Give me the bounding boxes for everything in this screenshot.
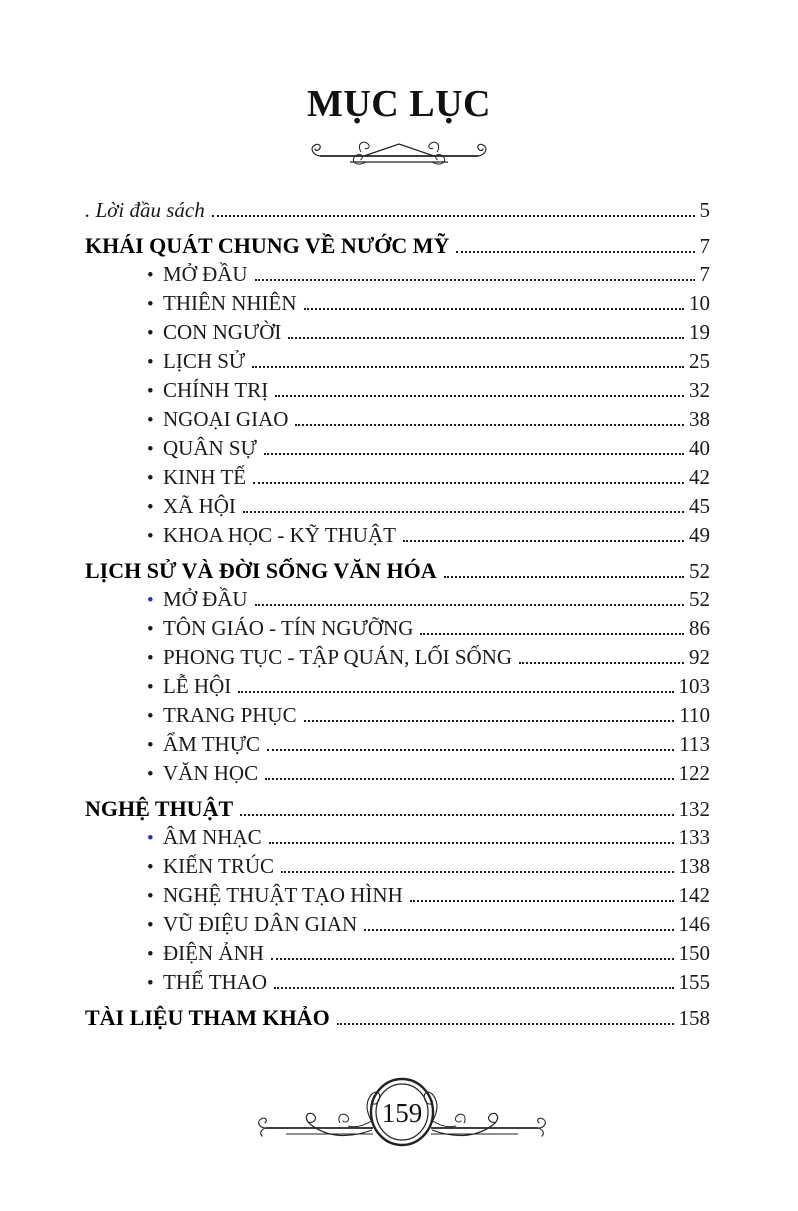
bullet-icon: • [147,944,154,965]
title-divider-ornament [304,133,494,169]
bullet-icon: • [147,323,154,344]
toc-entry-label: TÀI LIỆU THAM KHẢO [85,1005,330,1030]
toc-entry-page: 110 [679,703,710,727]
bullet-icon: • [147,590,154,611]
dot-leader [304,720,675,722]
toc-entry-label: CHÍNH TRỊ [163,378,269,402]
toc-entry-page: 40 [689,436,710,460]
toc-entry-page: 103 [678,674,710,698]
dot-leader [519,662,684,664]
page-number: 159 [381,1098,423,1128]
toc-entry-page: 5 [699,198,710,222]
dot-leader [240,814,673,816]
bullet-icon: • [147,886,154,907]
toc-entry-item [85,434,710,463]
dot-leader [456,251,694,253]
bullet-icon: • [147,648,154,669]
toc-entry-label: LỊCH SỬ VÀ ĐỜI SỐNG VĂN HÓA [85,558,437,583]
toc-entry-label: KHOA HỌC - KỸ THUẬT [163,523,396,547]
toc-entry-label: MỞ ĐẦU [163,262,248,286]
dot-leader [212,215,695,217]
toc-entry-label: THỂ THAO [163,970,268,994]
dot-leader [243,511,684,513]
toc-entry-item [85,376,710,405]
toc-entry-section [85,231,710,260]
toc-entry-section [85,794,710,823]
toc-entry-label: NGOẠI GIAO [163,407,289,431]
toc-entry-label: ĐIỆN ẢNH [163,941,264,965]
page-title: MỤC LỤC [307,83,491,125]
dot-leader [252,366,684,368]
toc-entry-preface [85,196,710,225]
toc-entry-page: 10 [689,291,710,315]
bullet-icon: • [147,265,154,286]
toc-entry-label: VŨ ĐIỆU DÂN GIAN [163,912,358,936]
toc-entry-label: ẨM THỰC [163,732,261,756]
bullet-icon: • [147,677,154,698]
toc-entry-page: 92 [689,645,710,669]
dot-leader [364,929,673,931]
toc-entry-page: 42 [689,465,710,489]
toc-entry-item [85,521,710,550]
toc-entry-label: MỞ ĐẦU [163,587,248,611]
toc-entry-page: 19 [689,320,710,344]
bullet-icon: • [147,973,154,994]
toc-entry-label: CON NGƯỜI [163,320,282,344]
toc-entry-page: 49 [689,523,710,547]
toc-entry-item [85,347,710,376]
toc-entry-page: 7 [699,234,710,258]
dot-leader [275,395,684,397]
dot-leader [304,308,684,310]
toc-entry-page: 158 [678,1006,710,1030]
dot-leader [337,1023,674,1025]
toc-entry-label: LỄ HỘI [163,674,232,698]
dot-leader [255,279,695,281]
toc-entry-label: . Lời đầu sách [85,198,205,222]
toc-entry-label: KHÁI QUÁT CHUNG VỀ NƯỚC MỸ [85,233,450,258]
toc-entry-page: 122 [678,761,710,785]
dot-leader [271,958,674,960]
dot-leader [269,842,674,844]
toc-entry-page: 32 [689,378,710,402]
bullet-icon: • [147,410,154,431]
bullet-icon: • [147,915,154,936]
toc-entry-label: THIÊN NHIÊN [163,291,297,315]
toc-entry-label: KIẾN TRÚC [163,854,275,878]
dot-leader [253,482,684,484]
toc-entry-item [85,672,710,701]
bullet-icon: • [147,764,154,785]
toc-entry-page: 133 [678,825,710,849]
toc-entry-item [85,910,710,939]
toc-entry-item [85,823,710,852]
toc-entry-page: 45 [689,494,710,518]
bullet-icon: • [147,381,154,402]
toc-entry-page: 155 [678,970,710,994]
toc-entry-item [85,939,710,968]
bullet-icon: • [147,619,154,640]
toc-entry-item [85,759,710,788]
dot-leader [274,987,673,989]
toc-entry-label: ÂM NHẠC [163,825,262,849]
toc-entry-section [85,556,710,585]
bullet-icon: • [147,468,154,489]
toc-entry-label: LỊCH SỬ [163,349,246,373]
toc-entry-item [85,405,710,434]
toc-entry-page: 7 [699,262,710,286]
dot-leader [410,900,674,902]
toc-entry-item [85,730,710,759]
toc-entry-page: 25 [689,349,710,373]
dot-leader [255,604,684,606]
dot-leader [265,778,673,780]
toc-entry-item [85,585,710,614]
bullet-icon: • [147,857,154,878]
dot-leader [281,871,673,873]
toc-entry-label: PHONG TỤC - TẬP QUÁN, LỐI SỐNG [163,645,513,669]
toc-entry-label: XÃ HỘI [163,494,236,518]
dot-leader [444,576,684,578]
dot-leader [238,691,673,693]
toc-entry-page: 86 [689,616,710,640]
toc-entry-label: NGHỆ THUẬT [85,796,234,821]
dot-leader [288,337,684,339]
toc-entry-page: 142 [678,883,710,907]
dot-leader [403,540,684,542]
toc-entry-page: 146 [678,912,710,936]
toc-entry-page: 38 [689,407,710,431]
toc-entry-page: 150 [678,941,710,965]
toc-entry-page: 52 [689,587,710,611]
toc-entry-section [85,1003,710,1032]
bullet-icon: • [147,497,154,518]
flourish-divider-icon [304,133,494,169]
bullet-icon: • [147,526,154,547]
toc-entry-item [85,968,710,997]
toc-entry-item [85,643,710,672]
toc-entry-label: KINH TẾ [163,465,247,489]
toc-entry-item [85,463,710,492]
table-of-contents [85,196,710,1032]
toc-entry-page: 132 [678,797,710,821]
toc-entry-page: 113 [679,732,710,756]
toc-entry-label: TRANG PHỤC [163,703,297,727]
toc-entry-label: VĂN HỌC [163,761,259,785]
bullet-icon: • [147,439,154,460]
toc-entry-item [85,260,710,289]
toc-entry-label: QUÂN SỰ [163,436,257,460]
toc-entry-item [85,701,710,730]
dot-leader [295,424,684,426]
toc-entry-item [85,289,710,318]
dot-leader [264,453,684,455]
bullet-icon: • [147,735,154,756]
bullet-icon: • [147,352,154,373]
bullet-icon: • [147,294,154,315]
toc-entry-item [85,614,710,643]
toc-entry-label: TÔN GIÁO - TÍN NGƯỠNG [163,616,414,640]
toc-entry-label: NGHỆ THUẬT TẠO HÌNH [163,883,403,907]
toc-entry-page: 52 [689,559,710,583]
toc-entry-item [85,881,710,910]
dot-leader [420,633,684,635]
toc-entry-page: 138 [678,854,710,878]
dot-leader [267,749,674,751]
toc-entry-item [85,492,710,521]
bullet-icon: • [147,706,154,727]
toc-entry-item [85,852,710,881]
toc-entry-item [85,318,710,347]
bullet-icon: • [147,828,154,849]
